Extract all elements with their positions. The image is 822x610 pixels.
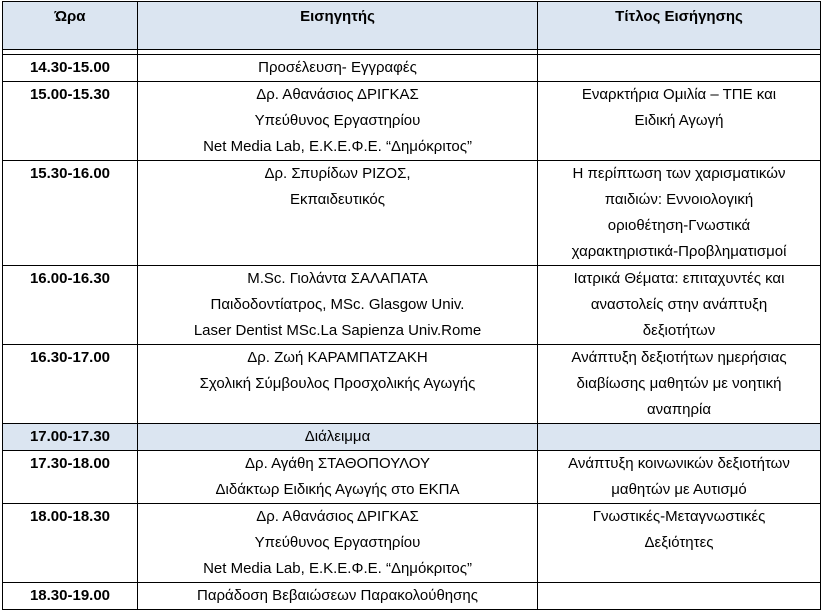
speaker-line: Δρ. Αθανάσιος ΔΡΙΓΚΑΣ	[256, 508, 419, 525]
title-line: αναστολείς στην ανάπτυξη	[590, 296, 768, 313]
title-line: Γνωστικές-Μεταγνωστικές	[592, 508, 766, 525]
table-row	[3, 504, 821, 583]
title-cell	[538, 424, 821, 451]
speaker-line: Net Media Lab, Ε.Κ.Ε.Φ.Ε. “Δημόκριτος”	[203, 560, 472, 577]
table-row	[3, 345, 821, 424]
header-speaker: Εισηγητής	[138, 2, 538, 50]
title-cell	[538, 266, 821, 345]
time-cell: 18.00-18.30	[3, 504, 138, 583]
speaker-line: Δρ. Ζωή ΚΑΡΑΜΠΑΤΖΑΚΗ	[247, 349, 428, 366]
title-cell	[538, 345, 821, 424]
speaker-line: M.Sc. Γιολάντα ΣΑΛΑΠΑΤΑ	[247, 270, 428, 287]
time-cell: 14.30-15.00	[3, 55, 138, 82]
speaker-line: Υπεύθυνος Εργαστηρίου	[254, 534, 421, 551]
speaker-cell	[138, 424, 538, 451]
header-time: Ώρα	[3, 2, 138, 50]
time-cell: 15.30-16.00	[3, 161, 138, 266]
speaker-line: Laser Dentist MSc.La Sapienza Univ.Rome	[193, 322, 482, 339]
title-line: αναπηρία	[646, 401, 712, 418]
time-cell: 16.00-16.30	[3, 266, 138, 345]
table-row	[3, 55, 821, 82]
speaker-line: Δρ. Αθανάσιος ΔΡΙΓΚΑΣ	[256, 86, 419, 103]
title-line: Δεξιότητες	[644, 534, 714, 551]
title-cell	[538, 55, 821, 82]
speaker-cell	[138, 345, 538, 424]
speaker-cell	[138, 55, 538, 82]
title-cell	[538, 504, 821, 583]
table-row	[3, 266, 821, 345]
table-header-row	[3, 2, 821, 50]
title-line: διαβίωσης μαθητών με νοητική	[576, 375, 782, 392]
table-row	[3, 583, 821, 610]
speaker-cell	[138, 161, 538, 266]
time-cell: 16.30-17.00	[3, 345, 138, 424]
break-row	[3, 424, 821, 451]
title-line: παιδιών: Εννοιολογική	[604, 191, 754, 208]
title-line: χαρακτηριστικά-Προβληματισμοί	[571, 243, 787, 260]
schedule-table	[2, 1, 821, 610]
title-line: Ανάπτυξη κοινωνικών δεξιοτήτων	[568, 455, 790, 472]
title-line: οριοθέτηση-Γνωστικά	[607, 217, 751, 234]
title-cell	[538, 82, 821, 161]
speaker-cell	[138, 504, 538, 583]
title-cell	[538, 583, 821, 610]
title-cell	[538, 161, 821, 266]
title-line: Εναρκτήρια Ομιλία – ΤΠΕ και	[581, 86, 777, 103]
time-cell: 17.00-17.30	[3, 424, 138, 451]
speaker-line: Παράδοση Βεβαιώσεων Παρακολούθησης	[197, 587, 478, 604]
speaker-line: Σχολική Σύμβουλος Προσχολικής Αγωγής	[199, 375, 476, 392]
table-row	[3, 451, 821, 504]
speaker-line: Δρ. Σπυρίδων ΡΙΖΟΣ,	[264, 165, 411, 182]
speaker-cell	[138, 583, 538, 610]
speaker-line: Προσέλευση- Εγγραφές	[258, 59, 417, 76]
title-line: Ανάπτυξη δεξιοτήτων ημερήσιας	[571, 349, 787, 366]
speaker-line: Υπεύθυνος Εργαστηρίου	[254, 112, 421, 129]
speaker-line: Net Media Lab, Ε.Κ.Ε.Φ.Ε. “Δημόκριτος”	[203, 138, 472, 155]
title-line: Ιατρικά Θέματα: επιταχυντές και	[573, 270, 785, 287]
time-cell: 18.30-19.00	[3, 583, 138, 610]
title-cell	[538, 451, 821, 504]
speaker-line: Εκπαιδευτικός	[289, 191, 386, 208]
title-line: Ειδική Αγωγή	[634, 112, 724, 129]
speaker-cell	[138, 266, 538, 345]
header-title: Τίτλος Εισήγησης	[538, 2, 821, 50]
speaker-line: Δρ. Αγάθη ΣΤΑΘΟΠΟΥΛΟΥ	[245, 455, 430, 472]
table-row	[3, 82, 821, 161]
speaker-cell	[138, 451, 538, 504]
title-line: Η περίπτωση των χαρισματικών	[572, 165, 786, 182]
time-cell: 15.00-15.30	[3, 82, 138, 161]
time-cell: 17.30-18.00	[3, 451, 138, 504]
title-line: μαθητών με Αυτισμό	[611, 481, 747, 498]
break-label: Διάλειμμα	[304, 428, 371, 445]
table-row	[3, 161, 821, 266]
speaker-cell	[138, 82, 538, 161]
speaker-line: Παιδοδοντίατρος, MSc. Glasgow Univ.	[210, 296, 465, 313]
title-line: δεξιοτήτων	[642, 322, 716, 339]
speaker-line: Διδάκτωρ Ειδικής Αγωγής στο ΕΚΠΑ	[215, 481, 460, 498]
